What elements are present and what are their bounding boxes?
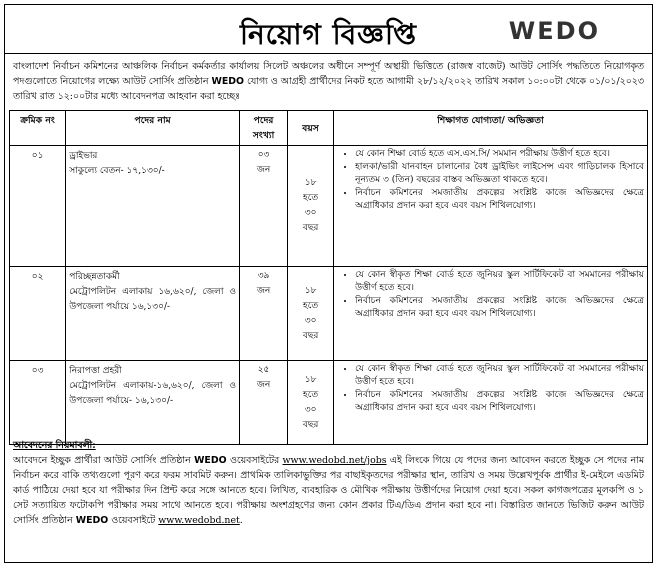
post-name: পরিচ্ছন্নতাকর্মী (69, 272, 120, 282)
post-name: নিরাপত্তা প্রহরী (69, 366, 122, 376)
age-word: হতে (303, 300, 319, 311)
header-seats: পদের সংখ্যা (240, 111, 288, 146)
table-row (10, 146, 648, 267)
header-qualification: শিক্ষাগত যোগ্যতা/ অভিজ্ঞতা (334, 111, 648, 146)
qualification-item: • যে কোন স্বীকৃত শিক্ষা বোর্ড হতে জুনিয়র স্কুল সার্টিফিকেট বা সমমানের পরীক্ষায় উত্তীর্ণ হতে হবে। (355, 269, 644, 295)
job-circular (4, 4, 653, 563)
rules-text-4: ওয়েবসাইটে (111, 515, 156, 526)
row-qualifications (334, 361, 648, 445)
rules-text-2: ওয়েবসাইটের (229, 455, 280, 466)
qualification-item: • নির্বাচন কমিশনের সমজাতীয় প্রকল্পের সংশ্লিষ্ট কাজে অভিজ্ঞদের ক্ষেত্রে অগ্রাধিকার প্রদান করা হবে এবং বয়স শিথিলযোগ্য। (355, 295, 644, 321)
post-salary: সাকুল্যে বেতন- ১৭,১৩০/- (69, 166, 165, 176)
row-qualifications (334, 267, 648, 361)
header-sl: ক্রমিক নং (10, 111, 66, 146)
rules-text-3: এই লিংকে গিয়ে যে পদের জন্য আবেদন করতে ইচ্ছুক সে পদের নাম নির্বাচন করে বাকি তথ্যগুলো পূরণ করে ফরম সাবমিট করুন। প্রাথমিক তালিকাভুক্তির পর বাছাইকৃতদের পরীক্ষার স্থান, তারিখ ও সময় উল্লেখপূর্বক প্রার্থীর ই-মেইলে এডমিট কার্ড পাঠিয়ে দেয়া হবে যা পরীক্ষার দিন প্রিন্ট করে সঙ্গে আনতে হবে। লিখিত, ব্যবহারিক ও মৌখিক পরীক্ষায় উত্তীর্ণদের নিয়োগ দেয়া হবে। সকল কাগজপত্রের মূলকপি ও ১ সেট সত্যায়িত ফটোকপি পরীক্ষার সময় সাথে আনতে হবে। পরীক্ষায় অংশগ্রহণের জন্য কোন প্রকার টিএ/ডিএ প্রদান করা হবে না। বিস্তারিত জানতে ভিজিট করুন আউট সোর্সিং প্রতিষ্ঠান (13, 455, 645, 526)
rules-title: আবেদনের নিয়মাবলী: (13, 440, 96, 451)
row-sl: ০১ (10, 146, 66, 267)
table-row (10, 361, 648, 445)
wedo-logo: WEDO (508, 17, 600, 45)
rules-brand-1: WEDO (194, 455, 227, 466)
post-name: ড্রাইভার (69, 151, 98, 161)
header-age: বয়স (288, 111, 334, 146)
seat-count: ৩৯ (257, 271, 270, 281)
header-post: পদের নাম (66, 111, 240, 146)
age-min: ১৮ (304, 285, 317, 296)
row-post (66, 267, 240, 361)
age-unit: বছর (302, 419, 319, 430)
table-row (10, 267, 648, 361)
intro-text-before: বাংলাদেশ নির্বাচন কমিশনের আঞ্চলিক নির্বাচন কর্মকর্তার কার্যালয় সিলেট অঞ্চলের অধীনে সম্পূর্ণ অস্থায়ী ভিত্তিতে (রাজস্ব বাজেট) আউট সোর্সিং পদ্ধতিতে নিয়োগকৃত পদগুলোতে নিয়োগের লক্ষ্যে আউট সোর্সিং প্রতিষ্ঠান (13, 61, 644, 87)
qualification-item: • নির্বাচন কমিশনের সমজাতীয় প্রকল্পের সংশ্লিষ্ট কাজে অভিজ্ঞদের ক্ষেত্রে অগ্রাধিকার প্রদান করা হবে এবং বয়স শিথিলযোগ্য। (355, 187, 644, 213)
posts-table (9, 110, 648, 445)
jobs-link[interactable]: www.wedobd.net/jobs (282, 455, 387, 466)
seat-count: ২৫ (257, 365, 270, 375)
intro-text-after: যোগ্য ও আগ্রহী প্রার্থীদের নিকট হতে আগামী ২৮/১২/২০২২ তারিখ সকাল ১০:০০টা থেকে ০১/০১/২০২৩ তারিখ রাত ১২:০০টার মধ্যে আবেদনপত্র আহবান করা হচ্ছেঃ (13, 76, 644, 102)
age-min: ১৮ (304, 178, 317, 188)
seat-unit: জন (256, 165, 271, 175)
post-salary: মেট্রোপলিটন এলাকায়-১৬,৬২০/, জেলা ও উপজেলা পর্যায়ে- ১৬,১৩০/- (69, 381, 237, 406)
row-seats (240, 267, 288, 361)
age-word: হতে (303, 193, 319, 203)
application-rules (13, 438, 644, 528)
age-word: হতে (303, 389, 319, 400)
qualification-item: • যে কোন শিক্ষা বোর্ড হতে এস.এস.সি/ সমমান পরীক্ষায় উত্তীর্ণ হতে হবে। (355, 148, 644, 161)
age-unit: বছর (302, 330, 319, 341)
age-unit: বছর (302, 223, 319, 233)
row-qualifications (334, 146, 648, 267)
seat-count: ০৩ (257, 150, 270, 160)
row-post (66, 361, 240, 445)
intro-brand: WEDO (211, 76, 244, 87)
qualification-item: • যে কোন স্বীকৃত শিক্ষা বোর্ড হতে জুনিয়র স্কুল সার্টিফিকেট বা সমমানের পরীক্ষায় উত্তীর্ণ হতে হবে। (355, 363, 644, 389)
website-link[interactable]: www.wedobd.net (158, 515, 240, 526)
table-header-row (10, 111, 648, 146)
rules-text-1: আবেদনে ইচ্ছুক প্রার্থীরা আউট সোর্সিং প্রতিষ্ঠান (13, 455, 191, 466)
seat-unit: জন (256, 380, 271, 390)
qualification-item: • হালকা/ভারী যানবাহন চালানোর বৈধ ড্রাইভিং লাইসেন্স এবং গাড়িচালক হিসাবে নূন্যতম ৩ (তিন) বছরের বাস্তব অভিজ্ঞতা থাকতে হবে। (355, 161, 644, 187)
header (5, 5, 652, 54)
age-max: ৩০ (304, 208, 317, 218)
rules-text-5: . (239, 515, 243, 526)
age-max: ৩০ (304, 315, 317, 326)
title-text: নিয়োগ বিজ্ঞপ্তি (239, 18, 418, 51)
row-seats (240, 146, 288, 267)
qualification-item: • নির্বাচন কমিশনের সমজাতীয় প্রকল্পের সংশ্লিষ্ট কাজে অভিজ্ঞদের ক্ষেত্রে অগ্রাধিকার প্রদান করা হবে এবং বয়স শিথিলযোগ্য। (355, 389, 644, 415)
age-max: ৩০ (304, 404, 317, 415)
intro-paragraph (13, 59, 644, 104)
row-post (66, 146, 240, 267)
row-age (288, 146, 334, 267)
row-age (288, 267, 334, 361)
row-age (288, 361, 334, 445)
row-seats (240, 361, 288, 445)
post-salary: মেট্রোপলিটন এলাকায় ১৬,৬২০/, জেলা ও উপজেলা পর্যায়ে ১৬,১৩০/- (69, 287, 237, 312)
row-sl: ০২ (10, 267, 66, 361)
rules-brand-2: WEDO (75, 515, 109, 526)
rules-paragraph (13, 453, 644, 528)
seat-unit: জন (256, 286, 271, 296)
row-sl: ০৩ (10, 361, 66, 445)
age-min: ১৮ (304, 374, 317, 385)
